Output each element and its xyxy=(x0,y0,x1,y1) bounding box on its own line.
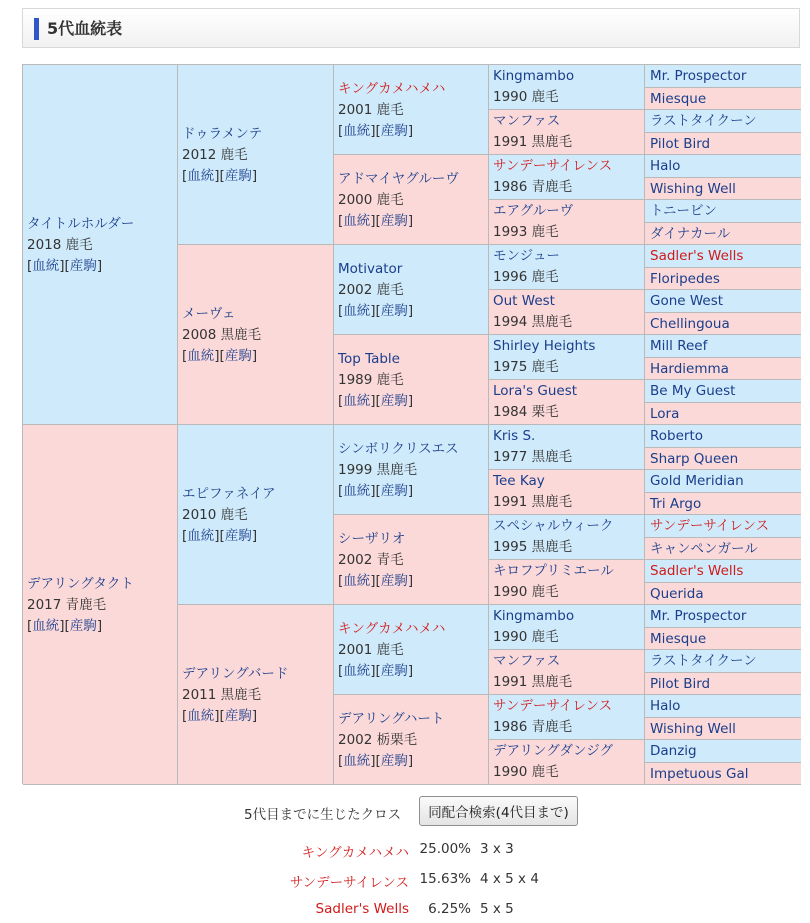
horse-name-link[interactable]: トニービン xyxy=(650,203,717,219)
pedigree-link[interactable]: 血統 xyxy=(187,527,215,544)
horse-name-link[interactable]: Impetuous Gal xyxy=(650,765,749,782)
horse-name-link[interactable]: ラストタイクーン xyxy=(650,113,757,129)
horse-links: [血統][産駒] xyxy=(182,347,258,364)
pedigree-cell-gen5 xyxy=(645,133,801,155)
horse-name-link[interactable]: サンデーサイレンス xyxy=(650,518,770,534)
pedigree-cell-gen4 xyxy=(489,155,645,200)
horse-birth-coat: 1991 黒鹿毛 xyxy=(493,134,573,150)
cross-pattern: 3 x 3 xyxy=(480,841,514,857)
pedigree-link[interactable]: 血統 xyxy=(187,707,215,724)
horse-links: [血統][産駒] xyxy=(182,527,258,544)
pedigree-cell-gen5 xyxy=(645,268,801,290)
pedigree-cell-gen4 xyxy=(489,380,645,425)
pedigree-link[interactable]: 血統 xyxy=(32,617,60,634)
horse-name-link[interactable]: Halo xyxy=(650,158,681,174)
horse-name-link[interactable]: タイトルホルダー xyxy=(27,215,135,232)
horse-links: [血統][産駒] xyxy=(27,257,103,274)
pedigree-cell-gen5 xyxy=(645,313,801,335)
horse-name-link[interactable]: Out West xyxy=(493,293,555,309)
pedigree-cell-gen4 xyxy=(489,515,645,560)
pedigree-cell-gen5 xyxy=(645,493,801,515)
pedigree-cell-gen5 xyxy=(645,583,801,605)
pedigree-cell-gen2 xyxy=(178,245,334,425)
horse-birth-coat: 2000 鹿毛 xyxy=(338,191,404,208)
cross-percent: 25.00% xyxy=(419,841,471,857)
horse-birth-coat: 1984 栗毛 xyxy=(493,404,559,420)
cross-percent: 6.25% xyxy=(428,901,471,917)
pedigree-table xyxy=(22,64,801,784)
horse-name-link[interactable]: デアリングタクト xyxy=(27,575,134,592)
horse-name-link[interactable]: シンボリクリスエス xyxy=(338,440,459,457)
horse-links: [血統][産駒] xyxy=(338,482,414,499)
horse-birth-coat: 1990 鹿毛 xyxy=(493,89,559,105)
pedigree-cell-gen5 xyxy=(645,448,801,470)
cross-label: 5代目までに生じたクロス xyxy=(244,807,402,823)
progeny-link[interactable]: 産駒 xyxy=(380,482,408,499)
horse-name-link[interactable]: Wishing Well xyxy=(650,180,736,197)
pedigree-cell-gen5 xyxy=(645,200,801,223)
horse-name-link[interactable]: Hardiemma xyxy=(650,360,729,377)
horse-name-link[interactable]: モンジュー xyxy=(493,248,560,264)
cross-horse-link[interactable]: Sadler's Wells xyxy=(315,901,409,917)
pedigree-link[interactable]: 血統 xyxy=(32,257,60,274)
progeny-link[interactable]: 産駒 xyxy=(380,752,408,769)
horse-name-link[interactable]: マンファス xyxy=(493,653,561,669)
pedigree-cell-gen5 xyxy=(645,515,801,538)
horse-name-link[interactable]: Top Table xyxy=(338,350,400,367)
horse-links: [血統][産駒] xyxy=(338,752,414,769)
pedigree-cell-gen3 xyxy=(334,515,489,605)
horse-name-link[interactable]: Tri Argo xyxy=(650,495,702,512)
horse-birth-coat: 1990 鹿毛 xyxy=(493,584,559,600)
horse-name-link[interactable]: Kingmambo xyxy=(493,68,575,84)
pedigree-cell-gen4 xyxy=(489,605,645,650)
progeny-link[interactable]: 産駒 xyxy=(224,347,252,364)
horse-birth-coat: 1990 鹿毛 xyxy=(493,764,559,780)
pedigree-cell-gen2 xyxy=(178,605,334,785)
pedigree-cell-gen5 xyxy=(645,695,801,718)
pedigree-cell-gen5 xyxy=(645,335,801,358)
pedigree-cell-gen3 xyxy=(334,65,489,155)
pedigree-cell-gen5 xyxy=(645,65,801,88)
pedigree-cell-gen5 xyxy=(645,560,801,583)
horse-birth-coat: 2011 黒鹿毛 xyxy=(182,686,262,703)
pedigree-cell-gen2 xyxy=(178,65,334,245)
horse-name-link[interactable]: Sharp Queen xyxy=(650,450,739,467)
horse-name-link[interactable]: キロフプリミエール xyxy=(493,563,614,579)
pedigree-cell-gen4 xyxy=(489,245,645,290)
pedigree-cell-gen5 xyxy=(645,155,801,178)
pedigree-link[interactable]: 血統 xyxy=(187,347,215,364)
pedigree-cell-gen4 xyxy=(489,560,645,605)
progeny-link[interactable]: 産駒 xyxy=(380,122,408,139)
pedigree-cell-gen5 xyxy=(645,763,801,785)
pedigree-link[interactable]: 血統 xyxy=(343,392,371,409)
horse-name-link[interactable]: Wishing Well xyxy=(650,720,736,737)
pedigree-cell-gen2 xyxy=(178,425,334,605)
horse-links: [血統][産駒] xyxy=(338,392,414,409)
horse-name-link[interactable]: Sadler's Wells xyxy=(650,248,744,264)
horse-birth-coat: 1995 黒鹿毛 xyxy=(493,539,573,555)
horse-name-link[interactable]: メーヴェ xyxy=(182,305,236,322)
pedigree-cell-gen5 xyxy=(645,673,801,695)
pedigree-link[interactable]: 血統 xyxy=(343,572,371,589)
cross-pattern: 4 x 5 x 4 xyxy=(480,871,539,887)
horse-name-link[interactable]: Chellingoua xyxy=(650,315,730,332)
pedigree-cell-gen4 xyxy=(489,335,645,380)
horse-name-link[interactable]: シーザリオ xyxy=(338,530,406,547)
progeny-link[interactable]: 産駒 xyxy=(380,302,408,319)
progeny-link[interactable]: 産駒 xyxy=(380,392,408,409)
pedigree-cell-gen5 xyxy=(645,403,801,425)
cross-row xyxy=(0,841,810,863)
pedigree-cell-gen5 xyxy=(645,740,801,763)
horse-name-link[interactable]: サンデーサイレンス xyxy=(493,698,613,714)
progeny-link[interactable]: 産駒 xyxy=(380,572,408,589)
horse-name-link[interactable]: Shirley Heights xyxy=(493,338,596,354)
horse-name-link[interactable]: Motivator xyxy=(338,260,403,277)
horse-links: [血統][産駒] xyxy=(338,212,414,229)
pedigree-cell-gen3 xyxy=(334,695,489,785)
header-accent-bar xyxy=(34,18,39,40)
horse-name-link[interactable]: スペシャルウィーク xyxy=(493,518,614,534)
horse-name-link[interactable]: ダイナカール xyxy=(650,225,731,242)
horse-links: [血統][産駒] xyxy=(182,167,258,184)
cross-row xyxy=(0,871,810,893)
horse-name-link[interactable]: エアグルーヴ xyxy=(493,203,574,219)
pedigree-cell-gen4 xyxy=(489,470,645,515)
horse-birth-coat: 2017 青鹿毛 xyxy=(27,596,107,613)
horse-birth-coat: 1996 鹿毛 xyxy=(493,269,559,285)
horse-name-link[interactable]: キングカメハメハ xyxy=(338,80,446,97)
pedigree-cell-gen5 xyxy=(645,88,801,110)
horse-name-link[interactable]: デアリングバード xyxy=(182,665,289,682)
pedigree-cell-gen5 xyxy=(645,178,801,200)
horse-birth-coat: 2010 鹿毛 xyxy=(182,506,248,523)
cross-pattern: 5 x 5 xyxy=(480,901,514,917)
progeny-link[interactable]: 産駒 xyxy=(380,212,408,229)
horse-birth-coat: 2008 黒鹿毛 xyxy=(182,326,262,343)
pedigree-cell-gen4 xyxy=(489,65,645,110)
horse-name-link[interactable]: Be My Guest xyxy=(650,383,736,399)
horse-name-link[interactable]: Tee Kay xyxy=(493,473,545,489)
pedigree-cell-gen5 xyxy=(645,245,801,268)
progeny-link[interactable]: 産駒 xyxy=(224,167,252,184)
horse-birth-coat: 2001 鹿毛 xyxy=(338,641,404,658)
horse-birth-coat: 1993 鹿毛 xyxy=(493,224,559,240)
horse-birth-coat: 1991 黒鹿毛 xyxy=(493,494,573,510)
pedigree-cell-gen5 xyxy=(645,358,801,380)
horse-links: [血統][産駒] xyxy=(27,617,103,634)
pedigree-cell-gen3 xyxy=(334,605,489,695)
cross-horse-link[interactable]: キングカメハメハ xyxy=(301,845,409,861)
horse-name-link[interactable]: ラストタイクーン xyxy=(650,653,757,669)
horse-name-link[interactable]: Danzig xyxy=(650,743,697,759)
pedigree-link[interactable]: 血統 xyxy=(187,167,215,184)
horse-name-link[interactable]: Pilot Bird xyxy=(650,135,711,152)
progeny-link[interactable]: 産駒 xyxy=(69,617,97,634)
horse-birth-coat: 2002 青毛 xyxy=(338,551,404,568)
horse-birth-coat: 1986 青鹿毛 xyxy=(493,719,573,735)
pedigree-cell-gen5 xyxy=(645,290,801,313)
horse-name-link[interactable]: Kingmambo xyxy=(493,608,575,624)
pedigree-cell-gen5 xyxy=(645,425,801,448)
horse-name-link[interactable]: Miesque xyxy=(650,630,707,647)
pedigree-cell-gen1 xyxy=(23,425,178,785)
cross-row xyxy=(0,901,810,923)
horse-name-link[interactable]: アドマイヤグルーヴ xyxy=(338,170,459,187)
horse-birth-coat: 1991 黒鹿毛 xyxy=(493,674,573,690)
horse-birth-coat: 2012 鹿毛 xyxy=(182,146,248,163)
pedigree-cell-gen3 xyxy=(334,245,489,335)
pedigree-link[interactable]: 血統 xyxy=(343,302,371,319)
horse-birth-coat: 1999 黒鹿毛 xyxy=(338,461,418,478)
pedigree-cell-gen5 xyxy=(645,538,801,560)
pedigree-cell-gen5 xyxy=(645,718,801,740)
pedigree-cell-gen4 xyxy=(489,110,645,155)
horse-name-link[interactable]: Mill Reef xyxy=(650,338,708,354)
horse-name-link[interactable]: Gone West xyxy=(650,293,724,309)
pedigree-cell-gen5 xyxy=(645,110,801,133)
progeny-link[interactable]: 産駒 xyxy=(224,527,252,544)
horse-birth-coat: 1990 鹿毛 xyxy=(493,629,559,645)
horse-birth-coat: 1986 青鹿毛 xyxy=(493,179,573,195)
horse-name-link[interactable]: Lora's Guest xyxy=(493,383,578,399)
horse-name-link[interactable]: Mr. Prospector xyxy=(650,68,747,84)
horse-name-link[interactable]: デアリングハート xyxy=(338,710,445,727)
horse-name-link[interactable]: キングカメハメハ xyxy=(338,620,446,637)
horse-name-link[interactable]: Pilot Bird xyxy=(650,675,711,692)
horse-name-link[interactable]: Gold Meridian xyxy=(650,473,744,489)
pedigree-cell-gen4 xyxy=(489,290,645,335)
horse-name-link[interactable]: エピファネイア xyxy=(182,485,276,502)
pedigree-cell-gen5 xyxy=(645,380,801,403)
horse-links: [血統][産駒] xyxy=(182,707,258,724)
progeny-link[interactable]: 産駒 xyxy=(380,662,408,679)
horse-birth-coat: 2002 栃栗毛 xyxy=(338,731,418,748)
section-header xyxy=(22,8,800,48)
pedigree-link[interactable]: 血統 xyxy=(343,212,371,229)
cross-horse-link[interactable]: サンデーサイレンス xyxy=(289,875,409,891)
horse-name-link[interactable]: Floripedes xyxy=(650,270,720,287)
pedigree-link[interactable]: 血統 xyxy=(343,662,371,679)
horse-name-link[interactable]: デアリングダンジグ xyxy=(493,743,613,759)
pedigree-cell-gen4 xyxy=(489,695,645,740)
same-mating-search-button[interactable]: 同配合検索(4代目まで) xyxy=(419,796,578,826)
horse-name-link[interactable]: Miesque xyxy=(650,90,707,107)
horse-name-link[interactable]: サンデーサイレンス xyxy=(493,158,613,174)
pedigree-cell-gen4 xyxy=(489,425,645,470)
pedigree-cell-gen3 xyxy=(334,335,489,425)
pedigree-cell-gen5 xyxy=(645,223,801,245)
horse-name-link[interactable]: Querida xyxy=(650,585,704,602)
horse-birth-coat: 2002 鹿毛 xyxy=(338,281,404,298)
pedigree-link[interactable]: 血統 xyxy=(343,482,371,499)
horse-birth-coat: 2018 鹿毛 xyxy=(27,236,93,253)
horse-name-link[interactable]: マンファス xyxy=(493,113,561,129)
horse-links: [血統][産駒] xyxy=(338,122,414,139)
pedigree-cell-gen4 xyxy=(489,650,645,695)
horse-links: [血統][産駒] xyxy=(338,662,414,679)
pedigree-cell-gen1 xyxy=(23,65,178,425)
pedigree-cell-gen3 xyxy=(334,155,489,245)
pedigree-cell-gen4 xyxy=(489,740,645,785)
horse-birth-coat: 1977 黒鹿毛 xyxy=(493,449,573,465)
horse-birth-coat: 2001 鹿毛 xyxy=(338,101,404,118)
pedigree-cell-gen5 xyxy=(645,650,801,673)
horse-birth-coat: 1994 黒鹿毛 xyxy=(493,314,573,330)
horse-links: [血統][産駒] xyxy=(338,572,414,589)
horse-links: [血統][産駒] xyxy=(338,302,414,319)
horse-birth-coat: 1989 鹿毛 xyxy=(338,371,404,388)
horse-name-link[interactable]: Roberto xyxy=(650,428,704,444)
cross-percent: 15.63% xyxy=(419,871,471,887)
horse-name-link[interactable]: Kris S. xyxy=(493,428,536,444)
horse-birth-coat: 1975 鹿毛 xyxy=(493,359,559,375)
horse-name-link[interactable]: Sadler's Wells xyxy=(650,563,744,579)
horse-name-link[interactable]: Halo xyxy=(650,698,681,714)
horse-name-link[interactable]: ドゥラメンテ xyxy=(182,125,263,142)
pedigree-link[interactable]: 血統 xyxy=(343,122,371,139)
horse-name-link[interactable]: Lora xyxy=(650,405,680,422)
progeny-link[interactable]: 産駒 xyxy=(224,707,252,724)
pedigree-cell-gen5 xyxy=(645,605,801,628)
progeny-link[interactable]: 産駒 xyxy=(69,257,97,274)
horse-name-link[interactable]: Mr. Prospector xyxy=(650,608,747,624)
pedigree-cell-gen3 xyxy=(334,425,489,515)
page-title: 5代血統表 xyxy=(47,19,123,38)
pedigree-cell-gen4 xyxy=(489,200,645,245)
pedigree-link[interactable]: 血統 xyxy=(343,752,371,769)
horse-name-link[interactable]: キャンペンガール xyxy=(650,540,758,557)
pedigree-cell-gen5 xyxy=(645,470,801,493)
pedigree-cell-gen5 xyxy=(645,628,801,650)
